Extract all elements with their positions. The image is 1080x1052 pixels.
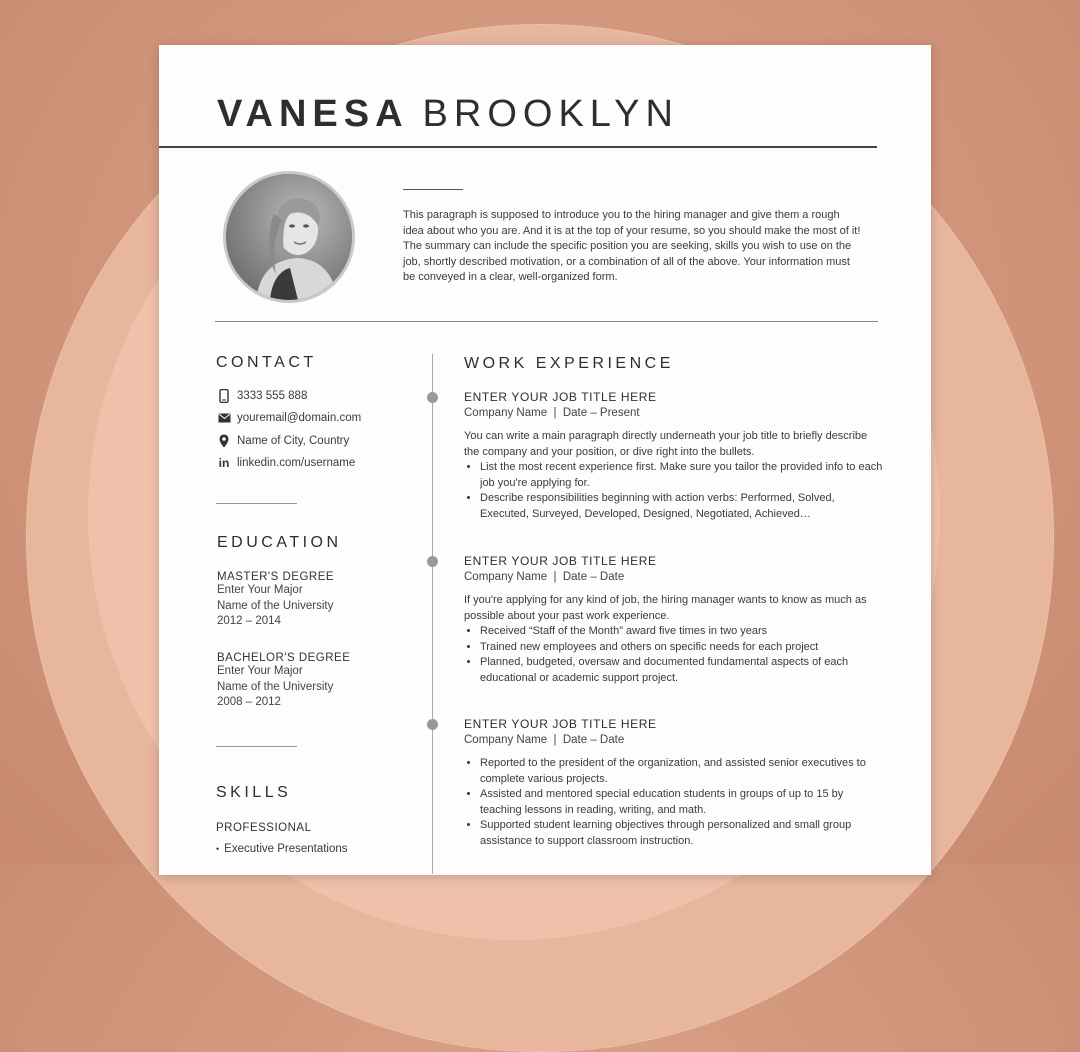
degree: BACHELOR'S DEGREE <box>217 652 351 664</box>
contact-email-text: youremail@domain.com <box>237 412 362 424</box>
resume-page <box>159 45 931 875</box>
section-rule <box>215 321 878 322</box>
major: Enter Your Major <box>217 584 303 596</box>
job-company: Company Name | Date – Present <box>464 407 640 419</box>
job-entry <box>464 717 884 849</box>
linkedin-icon: in <box>218 456 230 470</box>
job-bullets <box>464 624 884 686</box>
job-bullet: • Planned, budgeted, oversaw and documented fundamental aspects of each educational or academic support project. <box>480 655 884 686</box>
skill-item-text: Executive Presentations <box>224 843 348 855</box>
degree: MASTER'S DEGREE <box>217 571 335 583</box>
skills-heading: SKILLS <box>216 784 292 801</box>
summary-accent-line <box>403 189 463 190</box>
header-rule <box>159 146 877 148</box>
job-entry <box>464 554 884 686</box>
email-icon <box>216 413 232 423</box>
job-company: Company Name | Date – Date <box>464 734 625 746</box>
university: Name of the University <box>217 599 334 612</box>
major: Enter Your Major <box>217 665 303 677</box>
job-bullets <box>464 460 884 522</box>
job-bullet: • Received “Staff of the Month” award five times in two years <box>480 624 884 640</box>
job-description: You can write a main paragraph directly underneath your job title to briefly describe the company and your position, or dive right into the bullets. <box>464 430 868 458</box>
contact-linkedin-text: linkedin.com/username <box>237 457 356 469</box>
job-bullet: • Trained new employees and others on specific needs for each project <box>480 640 884 656</box>
timeline-dot <box>427 556 438 567</box>
phone-icon <box>216 389 232 403</box>
summary-paragraph: This paragraph is supposed to introduce you to the hiring manager and give them a rough idea about who you are. And it is at the top of your resume, so you should make the most of it! The summary can include the specific position you are seeking, skills you wish to use on the job, shortly described motivation, or a combination of all of the above. Your information must be conveyed in a clear, well-organized form. <box>403 209 861 284</box>
contact-linkedin <box>216 456 355 470</box>
years: 2012 – 2014 <box>217 615 281 627</box>
university: Name of the University <box>217 680 334 693</box>
first-name: VANESA <box>217 93 409 135</box>
contact-location <box>216 434 349 448</box>
skill-item: • Executive Presentations <box>216 843 348 855</box>
contact-location-text: Name of City, Country <box>237 435 350 447</box>
years: 2008 – 2012 <box>217 696 281 708</box>
job-title: ENTER YOUR JOB TITLE HERE <box>464 717 657 731</box>
skills-subheading: PROFESSIONAL <box>216 822 312 834</box>
work-experience-heading: WORK EXPERIENCE <box>464 355 674 372</box>
job-bullet: • List the most recent experience first. Make sure you tailor the provided info to each job you're applying for. <box>480 460 884 491</box>
education-entry <box>217 571 334 630</box>
job-entry <box>464 390 884 522</box>
job-bullet: • Describe responsibilities beginning with action verbs: Performed, Solved, Executed, Surveyed, Developed, Designed, Negotiated, Achieved… <box>480 491 884 522</box>
contact-phone-text: 3333 555 888 <box>237 390 308 402</box>
resume-name <box>217 93 679 136</box>
contact-email <box>216 412 361 424</box>
contact-divider <box>216 503 297 504</box>
job-bullet: • Supported student learning objectives through personalized and small group assistance to support classroom instruction. <box>480 818 884 849</box>
profile-photo <box>223 171 355 303</box>
job-title: ENTER YOUR JOB TITLE HERE <box>464 554 657 568</box>
job-bullet: • Assisted and mentored special education students in groups of up to 15 by teaching lessons in reading, writing, and math. <box>480 787 884 818</box>
education-entry <box>217 652 350 711</box>
timeline-line <box>432 354 433 874</box>
contact-heading: CONTACT <box>216 354 317 371</box>
job-title: ENTER YOUR JOB TITLE HERE <box>464 390 657 404</box>
job-company: Company Name | Date – Date <box>464 571 625 583</box>
timeline-dot <box>427 392 438 403</box>
location-icon <box>216 434 232 448</box>
job-bullet: • Reported to the president of the organization, and assisted senior executives to complete various projects. <box>480 756 884 787</box>
timeline-dot <box>427 719 438 730</box>
contact-phone <box>216 389 307 403</box>
last-name: BROOKLYN <box>422 93 679 135</box>
job-bullets <box>464 756 884 849</box>
education-heading: EDUCATION <box>217 534 342 551</box>
education-divider <box>216 746 297 747</box>
job-description: If you're applying for any kind of job, the hiring manager wants to know as much as possible about your past work experience. <box>464 594 867 622</box>
